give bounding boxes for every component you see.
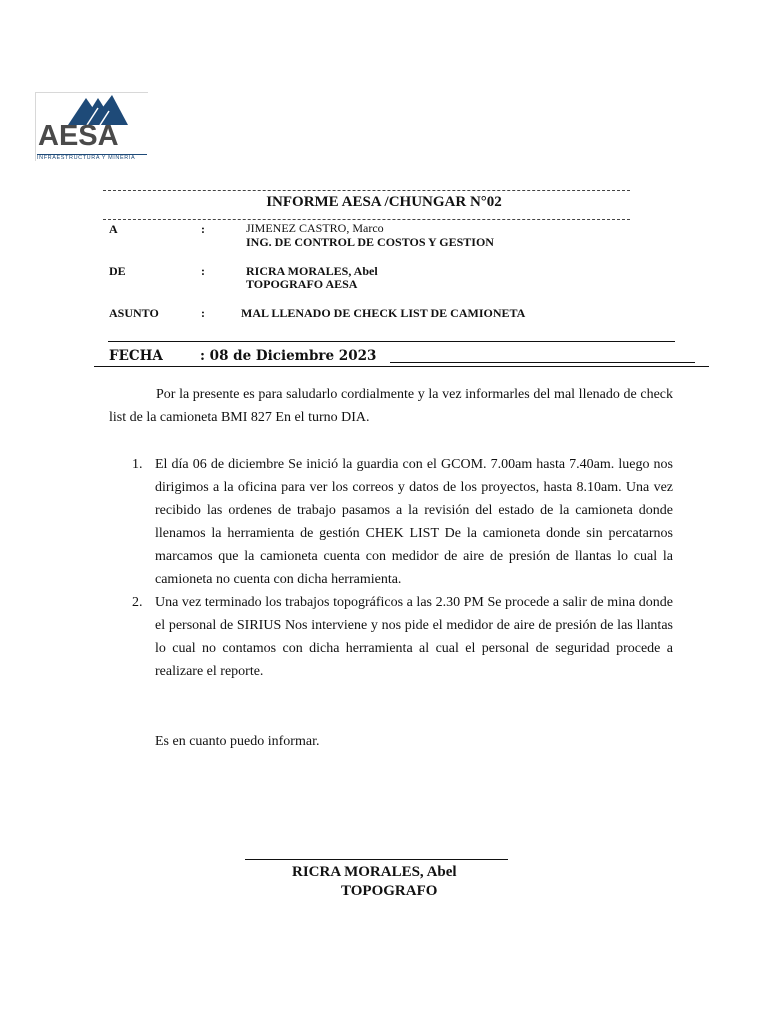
title-divider-top: [103, 190, 630, 191]
logo-tagline: INFRAESTRUCTURA Y MINERÍA: [37, 154, 147, 161]
list-item-text: Una vez terminado los trabajos topográficos a las 2.30 PM Se procede a salir de mina donde el personal de SIRIUS Nos interviene y nos pide el medidor de aire de presión de las llantas lo cual no contamos con dicha herramienta al cual el personal de seguridad procede a realizare el reporte.: [155, 595, 673, 679]
logo-wordmark: AESA: [38, 120, 119, 152]
date-rule-bottom: [94, 366, 709, 367]
list-item-number: 2.: [132, 595, 143, 610]
subject-colon: :: [201, 306, 205, 320]
company-logo: [35, 92, 148, 161]
signature-name: RICRA MORALES, Abel: [292, 864, 457, 880]
list-item-number: 1.: [132, 457, 143, 472]
from-role: TOPOGRAFO AESA: [246, 277, 358, 291]
from-name: RICRA MORALES, Abel: [246, 264, 378, 278]
date-label: FECHA: [109, 348, 163, 364]
document-title: INFORME AESA /CHUNGAR N°02: [266, 194, 502, 210]
closing-line: Es en cuanto puedo informar.: [155, 734, 320, 749]
date-underline: [390, 362, 695, 363]
to-label: A: [109, 222, 118, 236]
subject-label: ASUNTO: [109, 306, 159, 320]
date-value: : 08 de Diciembre 2023: [200, 348, 377, 364]
to-name: JIMENEZ CASTRO, Marco: [246, 221, 384, 235]
date-rule-top: [108, 341, 675, 342]
from-label: DE: [109, 264, 126, 278]
title-divider-bottom: [103, 219, 630, 220]
list-item-text: El día 06 de diciembre Se inició la guardia con el GCOM. 7.00am hasta 7.40am. luego nos dirigimos a la oficina para ver los correos y datos de los proyectos, hasta 8.10am. Una vez recibido las ordenes de trabajo pasamos a la revisión del estado de la camioneta donde llenamos la herramienta de gestión CHEK LIST De la camioneta donde sin percatarnos marcamos que la camioneta cuenta con medidor de aire de presión de llantas lo cual la camioneta no cuenta con dicha herramienta.: [155, 457, 673, 587]
to-role: ING. DE CONTROL DE COSTOS Y GESTION: [246, 235, 494, 249]
subject-value: MAL LLENADO DE CHECK LIST DE CAMIONETA: [241, 306, 526, 320]
intro-paragraph: Por la presente es para saludarlo cordialmente y la vez informarles del mal llenado de check list de la camioneta BMI 827 En el turno DIA.: [109, 387, 673, 425]
signature-line: [245, 859, 508, 860]
from-colon: :: [201, 264, 205, 278]
to-colon: :: [201, 222, 205, 236]
signature-role: TOPOGRAFO: [341, 883, 438, 899]
